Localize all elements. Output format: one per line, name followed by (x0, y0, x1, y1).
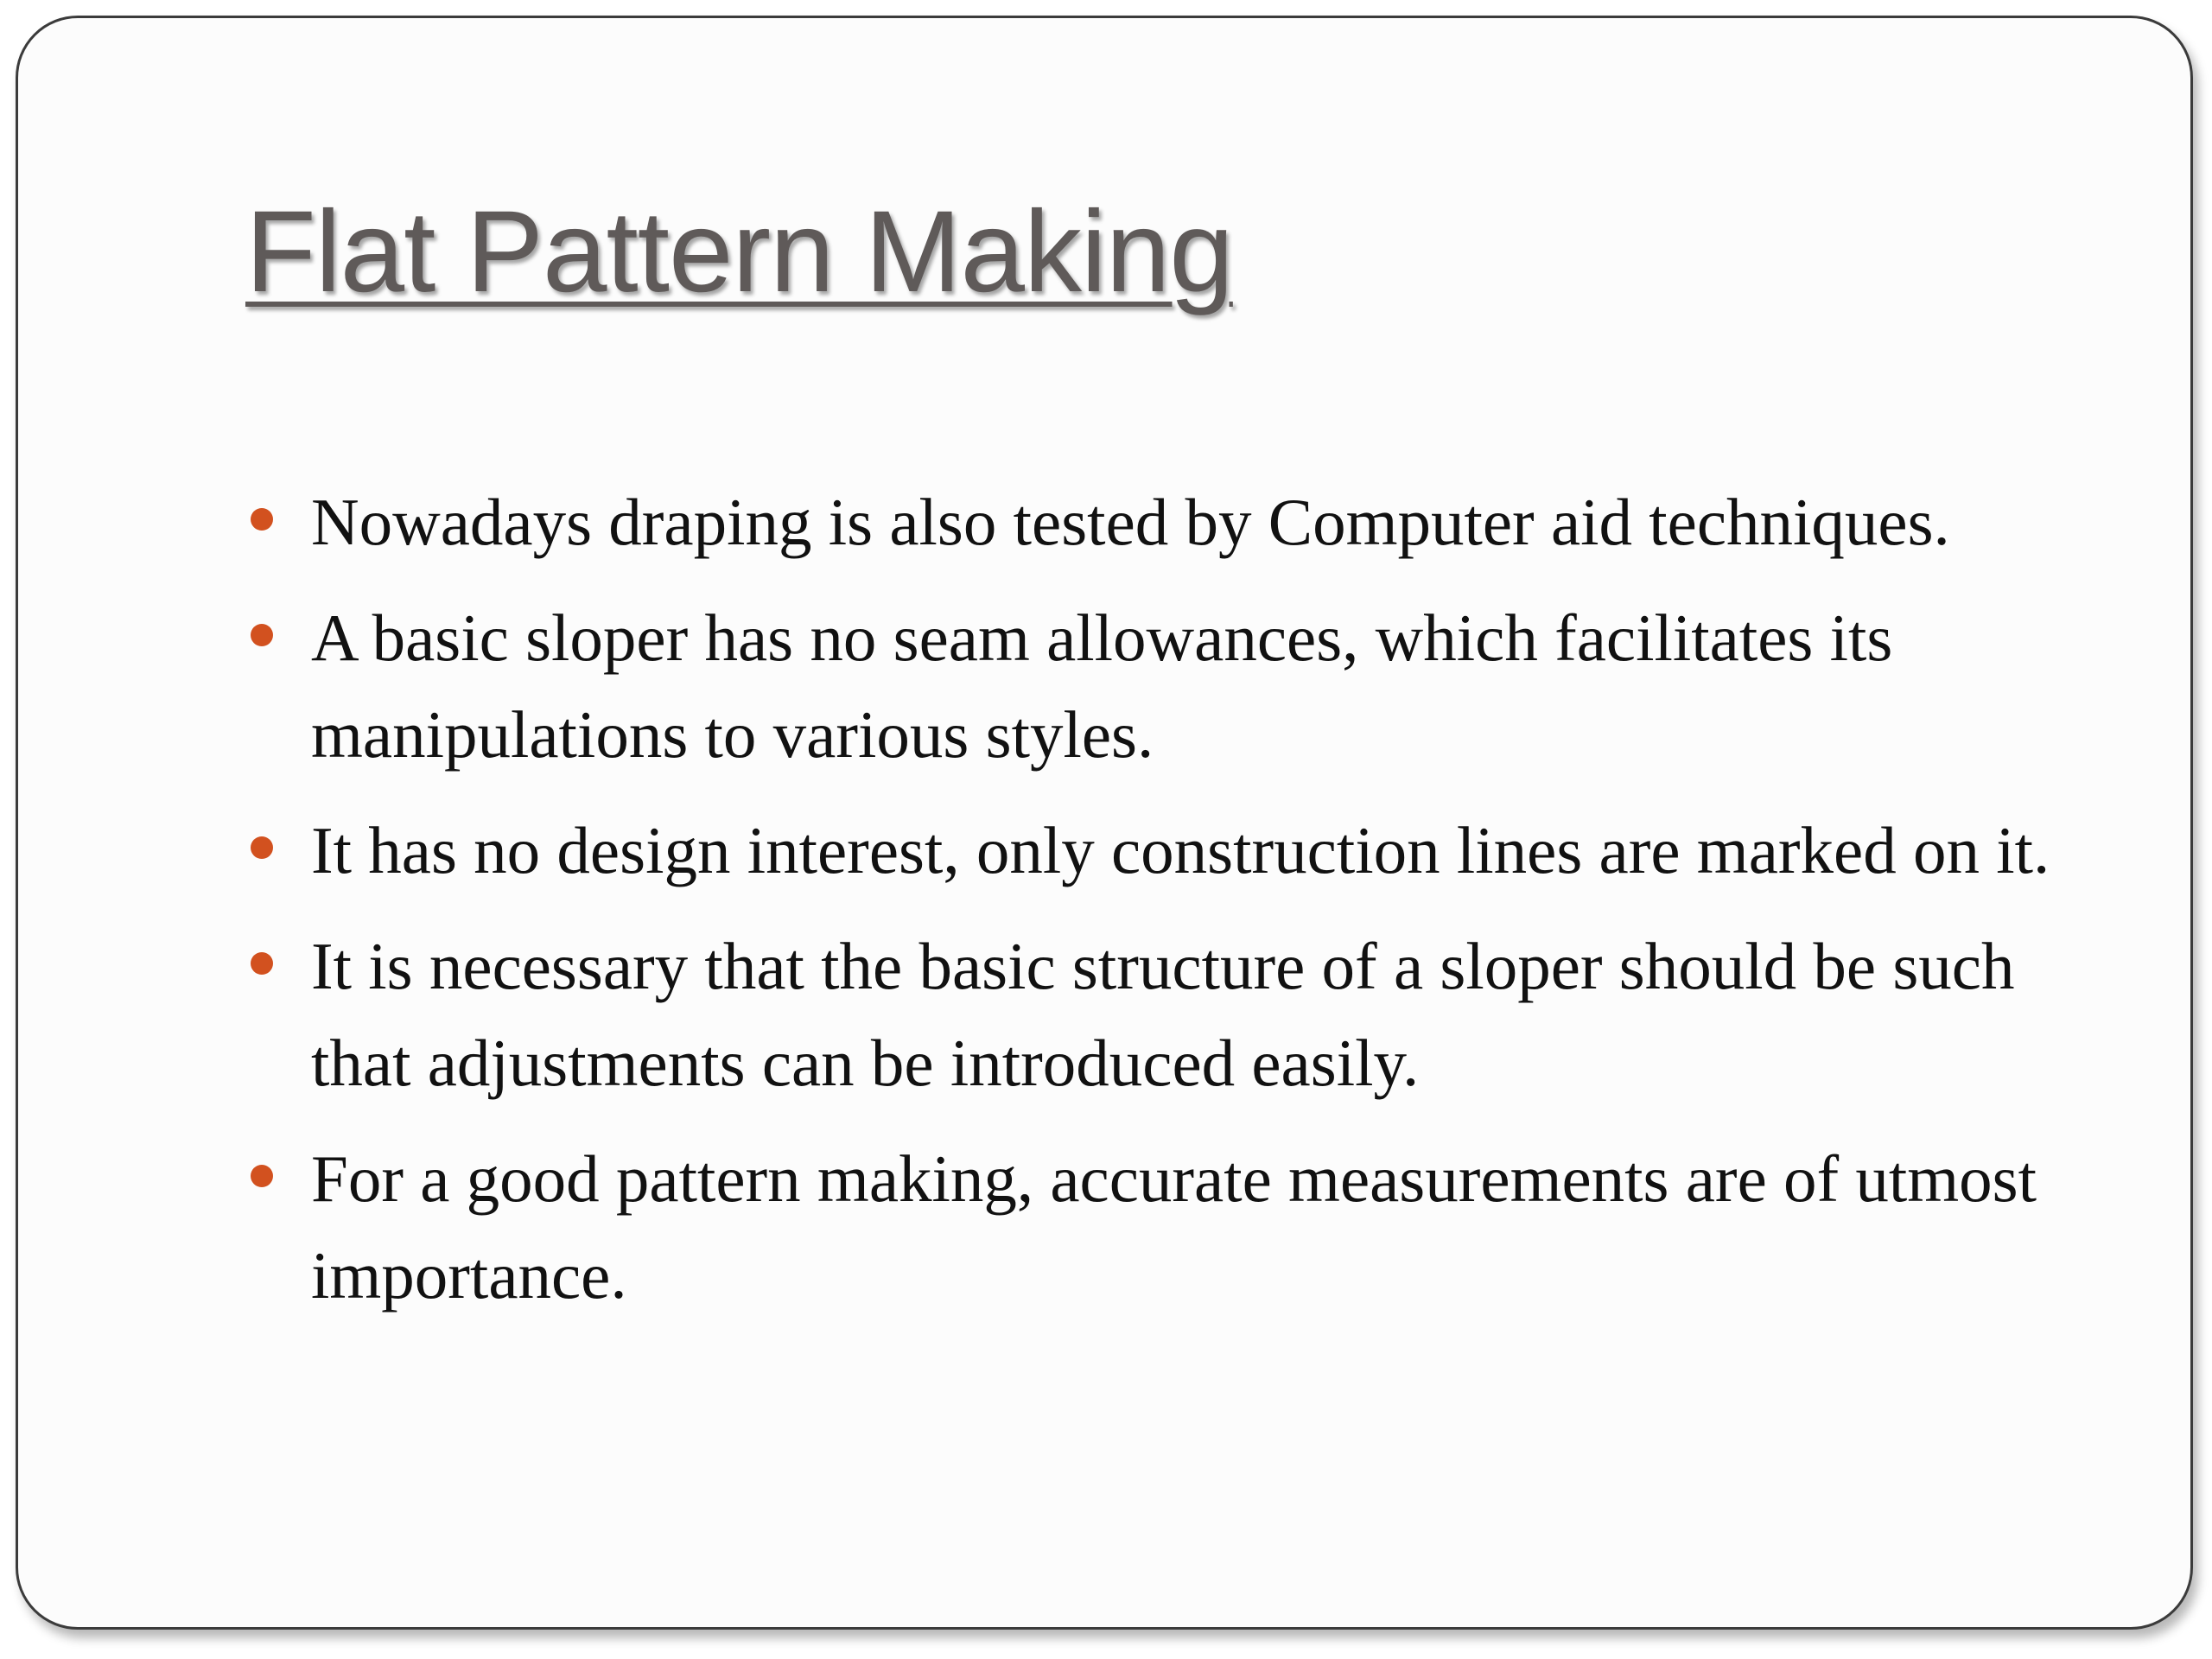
bullet-item (245, 589, 2112, 783)
bullet-dot-icon (251, 624, 273, 646)
bullet-item (245, 474, 2112, 570)
bullet-item (245, 918, 2112, 1111)
bullet-text: It is necessary that the basic structure of a sloper should be such that adjustments can be introduced easily. (311, 929, 2015, 1100)
bullet-dot-icon (251, 1165, 273, 1187)
bullet-dot-icon (251, 952, 273, 975)
bullet-dot-icon (251, 508, 273, 531)
slide-title: Flat Pattern Making (245, 188, 1233, 316)
bullet-item (245, 1130, 2112, 1324)
bullet-text: Nowadays draping is also tested by Computer aid techniques. (311, 485, 1950, 559)
bullet-text: A basic sloper has no seam allowances, which facilitates its manipulations to various styles. (311, 601, 1893, 772)
bullet-list (245, 474, 2112, 1343)
bullet-item (245, 802, 2112, 899)
bullet-text: It has no design interest, only construction lines are marked on it. (311, 813, 2050, 887)
bullet-text: For a good pattern making, accurate measurements are of utmost importance. (311, 1141, 2037, 1313)
bullet-dot-icon (251, 836, 273, 859)
